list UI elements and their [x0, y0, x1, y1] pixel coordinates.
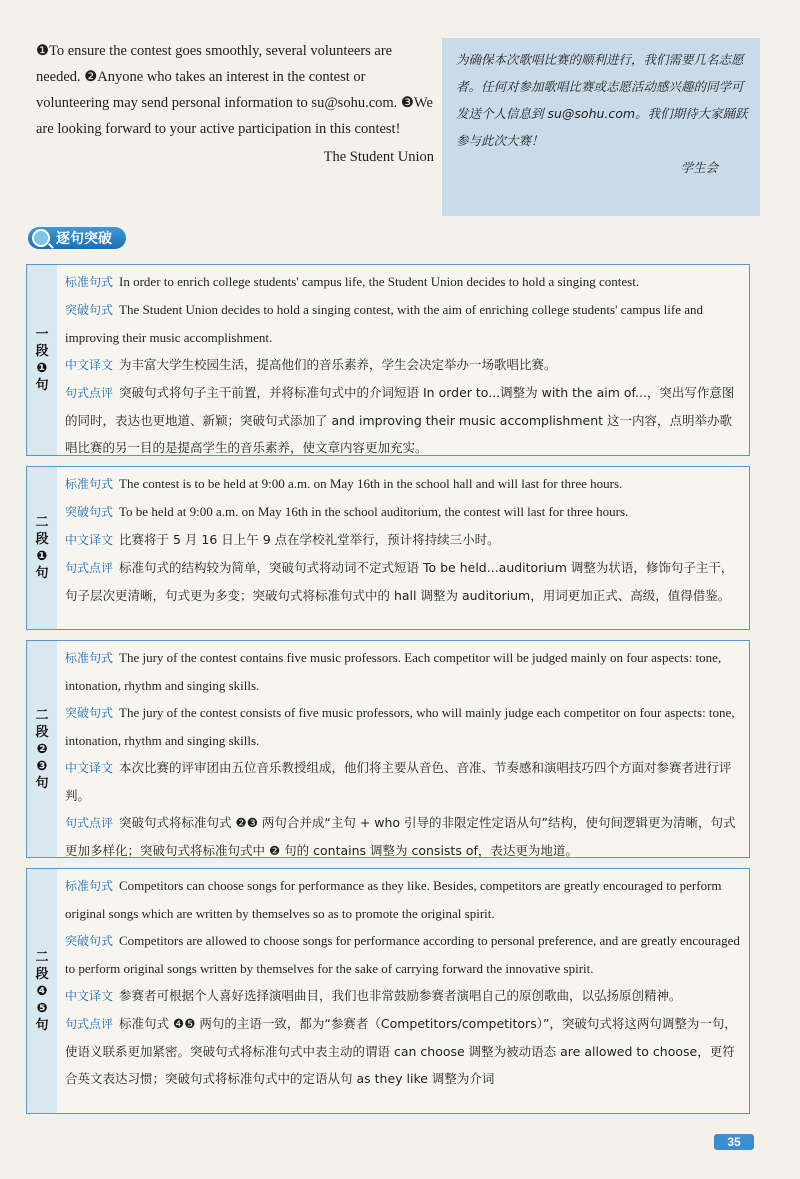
breakthrough-label: 突破句式	[65, 934, 114, 948]
block-side-label	[27, 467, 57, 629]
translation-text: 比赛将于 5 月 16 日上午 9 点在学校礼堂举行，预计将持续三小时。	[119, 532, 500, 547]
breakthrough-row	[65, 699, 743, 754]
standard-label: 标准句式	[65, 477, 114, 491]
block-side-label	[27, 265, 57, 455]
side-char: 句	[35, 775, 49, 791]
comment-text: 突破句式将标准句式 ❷❸ 两句合并成“主句 + who 引导的非限定性定语从句”结构，使句间逻辑更为清晰，句式更加多样化；突破句式将标准句式中 ❷ 句的 contains 调整为 consists of，表达更为地道。	[65, 815, 736, 858]
translation-row	[65, 526, 743, 554]
translation-label: 中文译文	[65, 358, 114, 372]
english-signature: The Student Union	[323, 149, 434, 165]
side-char: 段	[35, 532, 49, 547]
chinese-signature: 学生会	[680, 160, 718, 175]
translation-row	[65, 351, 743, 379]
translation-label: 中文译文	[65, 533, 114, 547]
section-title-pill	[28, 227, 126, 249]
breakthrough-text: The Student Union decides to hold a singing contest, with the aim of enriching college students' campus life and improving their music accomplishment.	[65, 302, 703, 345]
translation-row	[65, 754, 743, 809]
section-title: 逐句突破	[56, 231, 112, 247]
side-char: 段	[35, 724, 49, 740]
intro-section	[30, 38, 770, 218]
side-char: 二	[35, 515, 49, 530]
standard-label: 标准句式	[65, 275, 114, 289]
comment-row	[65, 379, 743, 461]
comment-row	[65, 1010, 743, 1092]
translation-text: 本次比赛的评审团由五位音乐教授组成，他们将主要从音色、音准、节奏感和演唱技巧四个方面对参赛者进行评判。	[65, 760, 732, 803]
chinese-translation-box	[442, 38, 760, 216]
side-char: 段	[35, 966, 49, 982]
standard-text: The jury of the contest contains five music professors. Each competitor will be judged mainly on four aspects: tone, intonation, rhythm and singing skills.	[65, 650, 722, 693]
comment-text: 标准句式 ❹❺ 两句的主语一致，都为“参赛者（Competitors/competitors）”，突破句式将这两句调整为一句，使语义联系更加紧密。突破句式将标准句式中表主动的谓语 can choose 调整为被动语态 are allowed to choose，更符合英文表达习惯；突破句式将标准句式中的定语从句 as they like 调整为介词	[65, 1016, 737, 1086]
breakthrough-text: Competitors are allowed to choose songs for performance according to personal preference, and are greatly encouraged to perform original songs written by themselves for the sake of carrying forward the innovative spirit.	[65, 933, 740, 976]
side-char: 句	[35, 378, 49, 393]
magnifier-icon	[32, 229, 50, 247]
breakthrough-label: 突破句式	[65, 303, 114, 317]
side-char: 二	[35, 707, 49, 723]
side-char: 句	[35, 566, 49, 581]
standard-row	[65, 268, 743, 296]
standard-text: The contest is to be held at 9:00 a.m. on May 16th in the school hall and will last for three hours.	[119, 476, 623, 491]
sentence-block-1	[26, 264, 750, 456]
side-num: ❷	[36, 741, 48, 757]
breakthrough-text: To be held at 9:00 a.m. on May 16th in the school auditorium, the contest will last for three hours.	[119, 504, 629, 519]
side-num: ❶	[36, 361, 48, 376]
standard-text: In order to enrich college students' campus life, the Student Union decides to hold a singing contest.	[119, 274, 640, 289]
side-char: 句	[35, 1017, 49, 1033]
translation-label: 中文译文	[65, 989, 114, 1003]
block-side-label	[27, 641, 57, 857]
side-char: 段	[35, 344, 49, 359]
standard-row	[65, 470, 743, 498]
translation-label: 中文译文	[65, 761, 114, 775]
side-char: 一	[35, 327, 49, 342]
standard-label: 标准句式	[65, 651, 114, 665]
comment-label: 句式点评	[65, 816, 114, 830]
side-num: ❸	[36, 758, 48, 774]
comment-row	[65, 554, 743, 609]
standard-text: Competitors can choose songs for performance as they like. Besides, competitors are greatly encouraged to perform original songs which are written by themselves so as to promote the original spirit.	[65, 878, 722, 921]
comment-label: 句式点评	[65, 1017, 114, 1031]
comment-text: 标准句式的结构较为简单，突破句式将动词不定式短语 To be held...auditorium 调整为状语，修饰句子主干，句子层次更清晰，句式更为多变；突破句式将标准句式中的 hall 调整为 auditorium，用词更加正式、高级，值得借鉴。	[65, 560, 734, 603]
comment-row	[65, 809, 743, 864]
side-num: ❺	[36, 1000, 48, 1016]
translation-row	[65, 982, 743, 1010]
sentence-block-2	[26, 466, 750, 630]
sentence-block-3	[26, 640, 750, 858]
comment-label: 句式点评	[65, 386, 114, 400]
translation-text: 参赛者可根据个人喜好选择演唱曲目，我们也非常鼓励参赛者演唱自己的原创歌曲，以弘扬原创精神。	[119, 988, 682, 1003]
english-text: ❶To ensure the contest goes smoothly, several volunteers are needed. ❷Anyone who takes an interest in the contest or volunteering may send personal information to su@sohu.com. ❸We are looking forward to your active participation in this contest!	[36, 43, 433, 137]
standard-row	[65, 644, 743, 699]
block-body	[65, 869, 749, 1096]
breakthrough-label: 突破句式	[65, 505, 114, 519]
block-side-label	[27, 869, 57, 1113]
comment-text: 突破句式将句子主干前置，并将标准句式中的介词短语 In order to...调整为 with the aim of...，突出写作意图的同时，表达也更地道、新颖；突破句式添加了 and improving their music accomplishment 这一内容，点明举办歌唱比赛的另一目的是提高学生的音乐素养，使文章内容更加充实。	[65, 385, 735, 455]
section-header	[28, 226, 126, 250]
translation-text: 为丰富大学生校园生活，提高他们的音乐素养，学生会决定举办一场歌唱比赛。	[119, 357, 557, 372]
chinese-text: 为确保本次歌唱比赛的顺利进行，我们需要几名志愿者。任何对参加歌唱比赛或志愿活动感兴趣的同学可发送个人信息到 su@sohu.com。我们期待大家踊跃参与此次大赛！	[456, 52, 748, 148]
side-num: ❶	[36, 549, 48, 564]
breakthrough-text: The jury of the contest consists of five music professors, who will mainly judge each competitor on four aspects: tone, intonation, rhythm and singing skills.	[65, 705, 735, 748]
breakthrough-label: 突破句式	[65, 706, 114, 720]
block-body	[65, 467, 749, 613]
block-body	[65, 265, 749, 465]
breakthrough-row	[65, 296, 743, 351]
block-body	[65, 641, 749, 868]
side-char: 二	[35, 949, 49, 965]
english-passage	[36, 38, 434, 170]
standard-row	[65, 872, 743, 927]
breakthrough-row	[65, 498, 743, 526]
side-num: ❹	[36, 983, 48, 999]
sentence-block-4	[26, 868, 750, 1114]
breakthrough-row	[65, 927, 743, 982]
comment-label: 句式点评	[65, 561, 114, 575]
page-number: 35	[714, 1134, 754, 1150]
standard-label: 标准句式	[65, 879, 114, 893]
